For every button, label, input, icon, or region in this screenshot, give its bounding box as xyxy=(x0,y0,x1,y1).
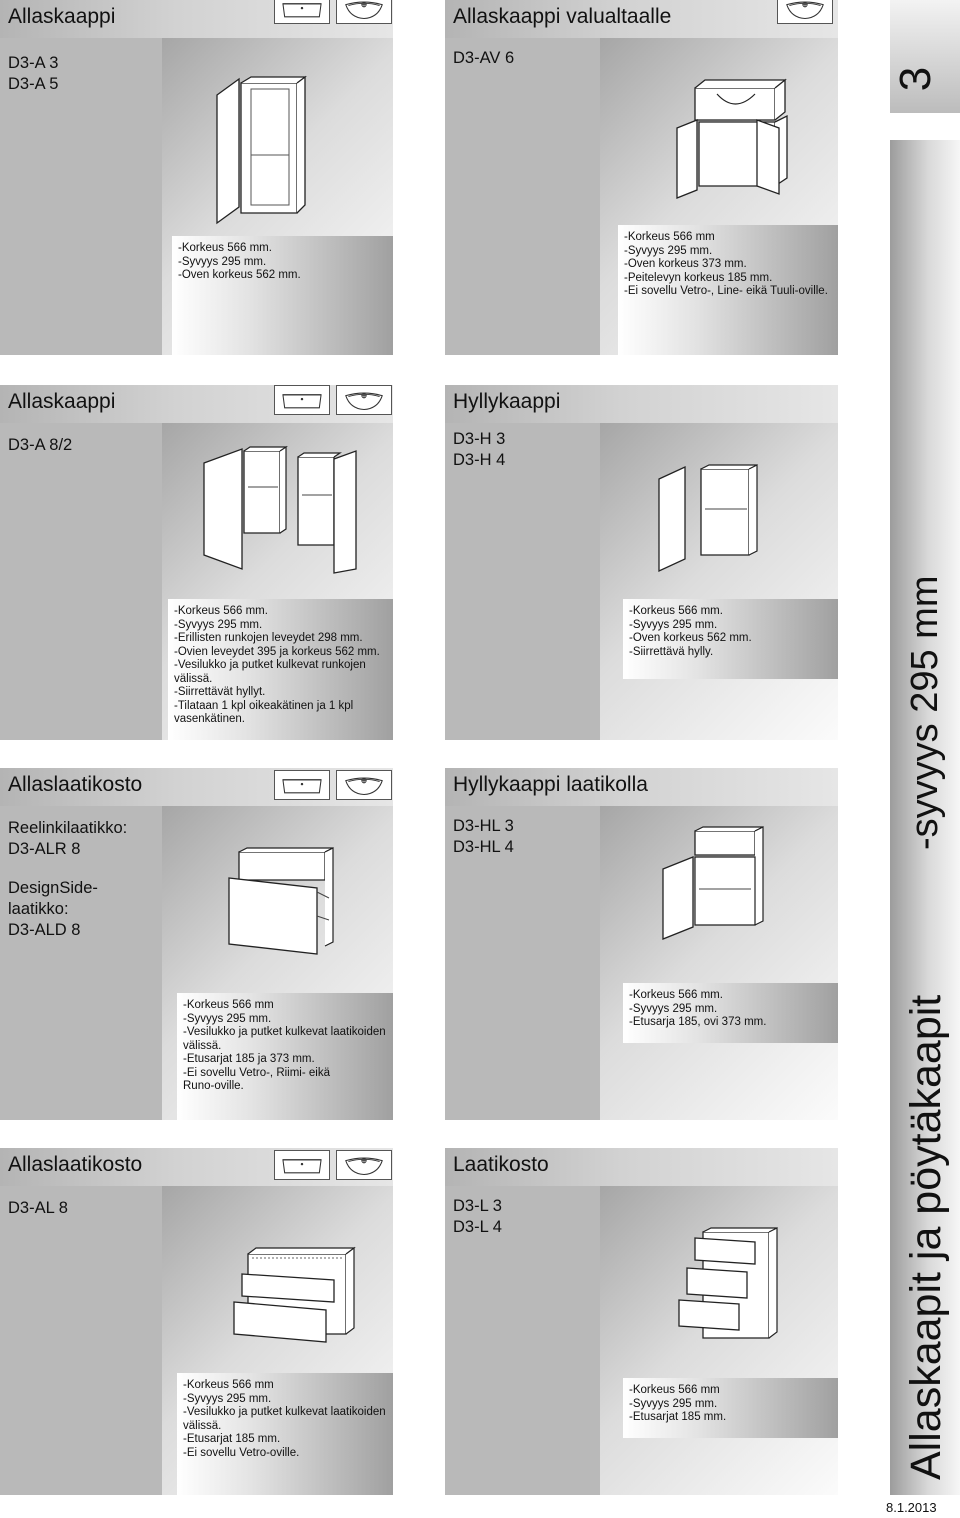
spec-list xyxy=(168,599,393,740)
spec-line: -Syvyys 295 mm. xyxy=(174,618,263,631)
panel-title: Allaslaatikosto xyxy=(8,1153,143,1176)
oval-basin-icon xyxy=(336,0,392,24)
product-codes xyxy=(453,1196,502,1238)
cabinet-illustration xyxy=(659,825,779,945)
product-panel-allaskaappi-8-2 xyxy=(0,385,393,740)
spec-line: -Tilataan 1 kpl oikeakätinen ja 1 kpl xyxy=(174,699,354,712)
spec-list xyxy=(623,599,838,679)
product-panel-allaskaappi xyxy=(0,0,393,355)
spec-list xyxy=(623,1378,838,1438)
product-codes xyxy=(453,48,514,69)
product-code xyxy=(8,860,127,878)
product-codes xyxy=(8,53,58,95)
spec-line: -Etusarjat 185 mm. xyxy=(629,1411,727,1423)
product-panel-allaskaappi-valualtaalle xyxy=(445,0,838,355)
spec-line: -Etusarjat 185 mm. xyxy=(183,1433,281,1445)
panel-header xyxy=(445,1148,838,1186)
product-codes xyxy=(453,429,505,471)
panel-title: Hyllykaappi xyxy=(453,390,561,413)
spec-line: -Korkeus 566 mm. xyxy=(629,989,723,1001)
publication-date: 8.1.2013 xyxy=(886,1500,937,1515)
spec-line: vasenkätinen. xyxy=(174,713,245,725)
oval-basin-icon xyxy=(336,1150,392,1180)
cabinet-illustration xyxy=(675,70,800,200)
panel-title: Allaskaappi valualtaalle xyxy=(453,5,672,28)
cabinet-illustration xyxy=(205,75,315,225)
product-code: D3-AL 8 xyxy=(8,1199,68,1217)
panel-title: Allaskaappi xyxy=(8,5,116,28)
spec-line: -Oven korkeus 373 mm. xyxy=(624,258,747,270)
spec-line: -Korkeus 566 mm xyxy=(183,1379,274,1391)
spec-list xyxy=(618,225,838,355)
spec-line: -Vesilukko ja putket kulkevat laatikoiden xyxy=(183,1026,386,1038)
basin-icons xyxy=(274,385,392,415)
product-codes xyxy=(453,816,514,858)
spec-line: -Syvyys 295 mm. xyxy=(624,244,713,257)
product-code: DesignSide- xyxy=(8,879,98,897)
spec-line: -Korkeus 566 mm xyxy=(624,231,715,243)
spec-line: välissä. xyxy=(183,1039,222,1052)
code-tile xyxy=(0,1186,162,1495)
product-code: D3-ALR 8 xyxy=(8,840,81,858)
spec-line: -Korkeus 566 mm. xyxy=(174,605,268,617)
spec-line: -Vesilukko ja putket kulkevat runkojen xyxy=(174,659,366,671)
spec-line: välissä. xyxy=(183,1419,222,1432)
basin-icons xyxy=(274,1150,392,1180)
code-tile xyxy=(0,423,162,740)
product-panel-laatikosto xyxy=(445,1148,838,1495)
cabinet-illustration xyxy=(655,463,765,573)
oval-basin-icon xyxy=(336,385,392,415)
spec-line: -Peitelevyn korkeus 185 mm. xyxy=(624,271,773,284)
chapter-number: 3 xyxy=(891,66,941,92)
product-code: D3-H 4 xyxy=(453,451,506,469)
spec-list xyxy=(172,236,393,355)
spec-line: -Ei sovellu Vetro-, Riimi- eikä xyxy=(183,1066,330,1079)
product-code: D3-HL 4 xyxy=(453,838,514,856)
depth-label: -syvyys 295 mm xyxy=(904,575,946,850)
spec-line: -Korkeus 566 mm xyxy=(183,999,274,1011)
product-code: D3-A 3 xyxy=(8,54,59,72)
panel-title: Allaskaappi xyxy=(8,390,116,413)
square-basin-icon xyxy=(274,770,330,800)
spec-list xyxy=(177,1373,393,1495)
spec-line: Runo-oville. xyxy=(183,1080,244,1092)
product-codes xyxy=(8,1198,68,1219)
spec-line: -Oven korkeus 562 mm. xyxy=(178,269,301,281)
spec-line: -Ovien leveydet 395 ja korkeus 562 mm. xyxy=(174,645,380,658)
spec-line: -Oven korkeus 562 mm. xyxy=(629,632,752,644)
spec-line: -Siirrettävät hyllyt. xyxy=(174,686,266,698)
spec-line: -Syvyys 295 mm. xyxy=(629,618,718,631)
basin-icons xyxy=(777,0,833,24)
code-tile xyxy=(445,38,600,355)
spec-list xyxy=(177,993,393,1120)
spec-line: -Syvyys 295 mm. xyxy=(629,1002,718,1015)
oval-basin-icon xyxy=(777,0,833,24)
spec-line: -Etusarjat 185 ja 373 mm. xyxy=(183,1053,315,1065)
drawer-unit-illustration xyxy=(225,846,350,956)
oval-basin-icon xyxy=(336,770,392,800)
panel-title: Hyllykaappi laatikolla xyxy=(453,773,648,796)
product-code: laatikko: xyxy=(8,900,69,918)
spec-line: -Korkeus 566 mm. xyxy=(178,242,272,254)
product-code: D3-ALD 8 xyxy=(8,921,81,939)
product-codes xyxy=(8,435,72,456)
square-basin-icon xyxy=(274,1150,330,1180)
spec-line: -Vesilukko ja putket kulkevat laatikoiden xyxy=(183,1406,386,1418)
cabinet-illustration xyxy=(200,445,360,575)
product-code: D3-HL 3 xyxy=(453,817,514,835)
spec-line: -Korkeus 566 mm xyxy=(629,1384,720,1396)
product-panel-hyllykaappi-laatikolla xyxy=(445,768,838,1120)
spec-line: -Syvyys 295 mm. xyxy=(178,255,267,268)
spec-line: -Siirrettävä hylly. xyxy=(629,645,714,658)
basin-icons xyxy=(274,0,392,24)
panel-title: Laatikosto xyxy=(453,1153,549,1176)
product-code: D3-A 8/2 xyxy=(8,436,73,454)
spec-line: -Syvyys 295 mm. xyxy=(183,1012,272,1025)
product-code: D3-L 3 xyxy=(453,1197,502,1215)
chapter-tab xyxy=(890,0,960,113)
spec-line: -Ei sovellu Vetro-, Line- eikä Tuuli-oville. xyxy=(624,285,828,297)
square-basin-icon xyxy=(274,0,330,24)
spec-line: -Korkeus 566 mm. xyxy=(629,605,723,617)
product-panel-hyllykaappi xyxy=(445,385,838,740)
product-code: D3-H 3 xyxy=(453,430,506,448)
spec-line: -Ei sovellu Vetro-oville. xyxy=(183,1446,300,1459)
product-panel-allaslaatikosto-al8 xyxy=(0,1148,393,1495)
panel-title: Allaslaatikosto xyxy=(8,773,143,796)
spec-line: -Etusarja 185, ovi 373 mm. xyxy=(629,1016,767,1028)
panel-header xyxy=(445,768,838,806)
square-basin-icon xyxy=(274,385,330,415)
section-title: Allaskaapit ja pöytäkaapit xyxy=(902,994,950,1480)
product-code: Reelinkilaatikko: xyxy=(8,819,128,837)
product-code: D3-A 5 xyxy=(8,75,59,93)
spec-line: -Erillisten runkojen leveydet 298 mm. xyxy=(174,632,363,644)
spec-line: -Syvyys 295 mm. xyxy=(183,1392,272,1405)
panel-header xyxy=(445,385,838,423)
product-code: D3-L 4 xyxy=(453,1218,502,1236)
product-panel-allaslaatikosto-reelinki xyxy=(0,768,393,1120)
spec-list xyxy=(623,983,838,1043)
drawer-unit-illustration xyxy=(228,1244,358,1354)
drawer-unit-illustration xyxy=(673,1226,783,1356)
section-sidebar xyxy=(890,140,960,1495)
basin-icons xyxy=(274,770,392,800)
spec-line: välissä. xyxy=(174,672,213,685)
spec-line: -Syvyys 295 mm. xyxy=(629,1397,718,1410)
product-code: D3-AV 6 xyxy=(453,49,515,67)
product-codes xyxy=(8,818,127,941)
